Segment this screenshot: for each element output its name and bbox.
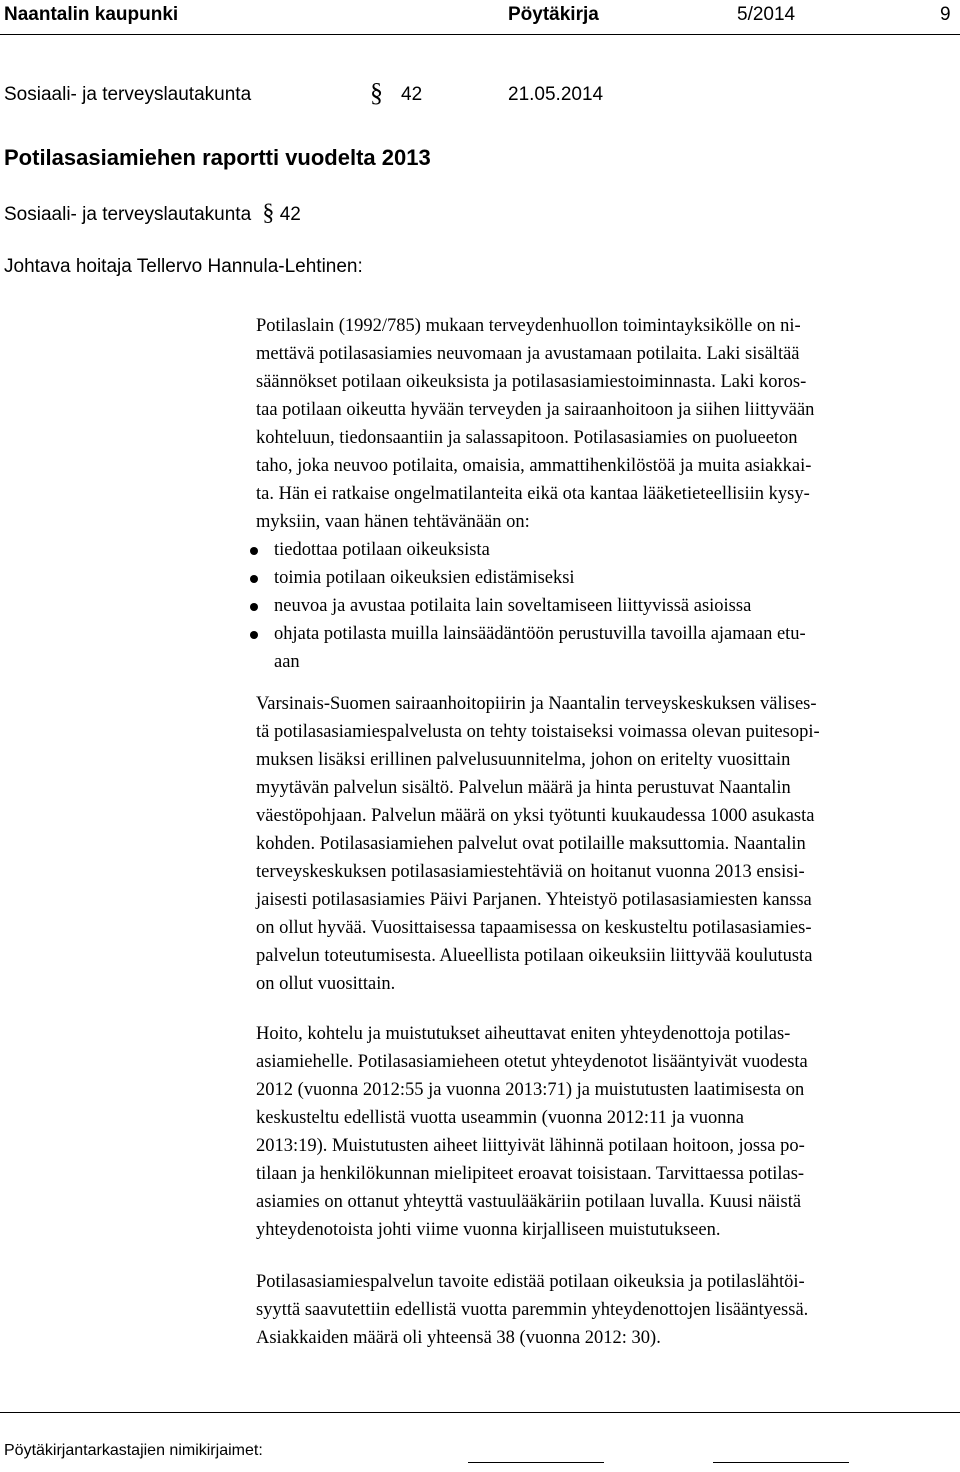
text-line: asiamies on ottanut yhteyttä vastuulääkäriin potilaan luvalla. Kuusi näistä [256,1192,802,1212]
paragraph-2 [256,690,956,998]
document-type: Pöytäkirja [508,4,599,25]
page-number: 9 [940,4,951,25]
issue-number: 5/2014 [737,4,796,25]
bullet-icon [250,575,258,583]
text-line: Asiakkaiden määrä oli yhteensä 38 (vuonna 2012: 30). [256,1328,661,1348]
signature-line [713,1462,849,1463]
text-line: tilaan ja henkilökunnan mielipiteet eroavat toisistaan. Tarvittaessa potilas- [256,1164,805,1184]
text-line: myksiin, vaan hänen tehtävänään on: [256,512,530,532]
list-item: tiedottaa potilaan oikeuksista [256,536,956,564]
header-divider [0,34,960,35]
duties-list [256,536,956,676]
list-item: toimia potilaan oikeuksien edistämiseksi [256,564,956,592]
section-sign-icon: § [262,200,275,226]
text-line: yhteydenotoista johti viime vuonna kirjalliseen muistutukseen. [256,1220,721,1240]
text-line: taa potilaan oikeutta hyvään terveyden ja sairaanhoitoon ja siihen liittyvään [256,400,815,420]
text-line: Potilaslain (1992/785) mukaan terveydenhuollon toimintayksikölle on ni- [256,316,801,336]
committee-reference: Sosiaali- ja terveyslautakunta § 42 [4,200,301,226]
text-line: kohteluun, tiedonsaantiin ja salassapitoon. Potilasasiamies on puolueeton [256,428,798,448]
text-line: 2013:19). Muistutusten aiheet liittyivät lähinnä potilaan hoitoon, jossa po- [256,1136,805,1156]
city-name: Naantalin kaupunki [4,4,179,25]
text-line: Potilasasiamiespalvelun tavoite edistää potilaan oikeuksia ja potilaslähtöi- [256,1272,805,1292]
text-line: taho, joka neuvoo potilaita, omaisia, ammattihenkilöstöä ja muita asiakkai- [256,456,812,476]
bullet-icon [250,631,258,639]
text-line: jaisesti potilasasiamies Päivi Parjanen. Yhteistyö potilasasiamiesten kanssa [256,890,812,910]
item-number: 42 [401,84,423,105]
paragraph-4 [256,1268,956,1352]
committee-name: Sosiaali- ja terveyslautakunta [4,84,252,105]
text-line: säännökset potilaan oikeuksista ja potilasasiamiestoiminnasta. Laki koros- [256,372,807,392]
footer-divider [0,1412,960,1413]
text-line: palvelun toteutumisesta. Alueellista potilaan oikeuksiin liittyvää koulutusta [256,946,813,966]
text-line: kohden. Potilasasiamiehen palvelut ovat potilaille maksuttomia. Naantalin [256,834,806,854]
section-sign-icon: § [370,78,383,107]
text-line: Hoito, kohtelu ja muistutukset aiheuttavat eniten yhteydenottoja potilas- [256,1024,791,1044]
text-line: terveyskeskuksen potilasasiamiestehtäviä on hoitanut vuonna 2013 ensisi- [256,862,805,882]
text-line: syyttä saavutettiin edellistä vuotta paremmin yhteydenottojen lisääntyessä. [256,1300,809,1320]
text-line: keskusteltu edellistä vuotta useammin (vuonna 2012:11 ja vuonna [256,1108,744,1128]
page-title: Potilasasiamiehen raportti vuodelta 2013 [4,145,431,170]
text-line: asiamiehelle. Potilasasiamieheen otetut yhteydenotot lisääntyivät vuodesta [256,1052,808,1072]
paragraph-3 [256,1020,956,1244]
list-item: ohjata potilasta muilla lainsäädäntöön perustuvilla tavoilla ajamaan etu- [256,620,956,648]
signature-line [468,1462,604,1463]
text-line: myytävän palvelun sisältö. Palvelun määrä ja hinta perustuvat Naantalin [256,778,791,798]
text-line: muksen lisäksi erillinen palvelusuunnitelma, johon on eritelty vuosittain [256,750,791,770]
text-line: mettävä potilasasiamies neuvomaan ja avustamaan potilaita. Laki sisältää [256,344,800,364]
text-line: on ollut hyvää. Vuosittaisessa tapaamisessa on keskusteltu potilasasiamies- [256,918,812,938]
list-item: neuvoa ja avustaa potilaita lain soveltamiseen liittyvissä asioissa [256,592,956,620]
text-line: väestöpohjaan. Palvelun määrä on yksi työtunti kuukaudessa 1000 asukasta [256,806,815,826]
paragraph-1 [256,312,956,676]
meeting-date: 21.05.2014 [508,84,604,105]
signatures-label: Pöytäkirjantarkastajien nimikirjaimet: [4,1442,263,1459]
bullet-icon [250,547,258,555]
text-line: Varsinais-Suomen sairaanhoitopiirin ja Naantalin terveyskeskuksen välises- [256,694,817,714]
text-line: tä potilasasiamiespalvelusta on tehty toistaiseksi voimassa olevan puitesopi- [256,722,820,742]
text-line: ta. Hän ei ratkaise ongelmatilanteita eikä ota kantaa lääketieteellisiin kysy- [256,484,810,504]
bullet-icon [250,603,258,611]
text-line: on ollut vuosittain. [256,974,396,994]
text-line: 2012 (vuonna 2012:55 ja vuonna 2013:71) ja muistutusten laatimisesta on [256,1080,805,1100]
list-item-continuation: aan [274,652,300,672]
presenter: Johtava hoitaja Tellervo Hannula-Lehtinen: [4,256,363,277]
